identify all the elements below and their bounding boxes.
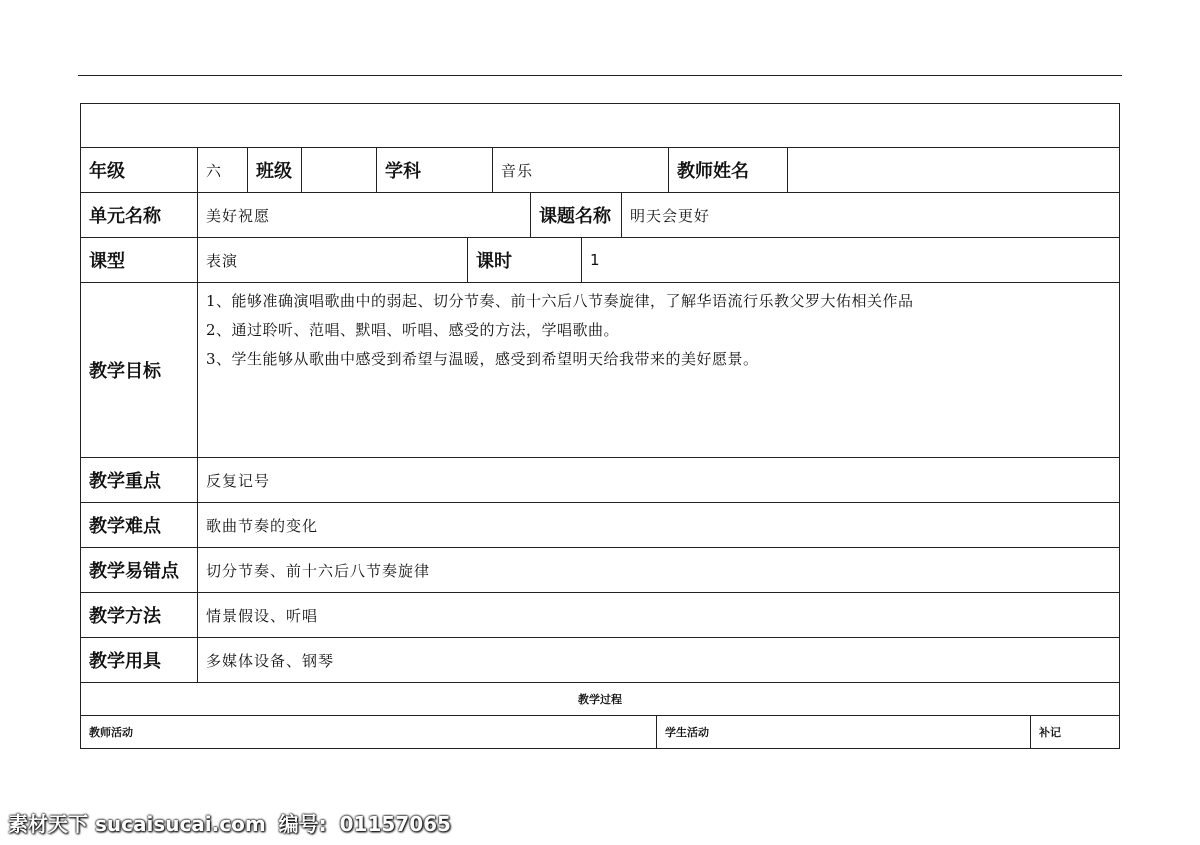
student-activity-label: 学生活动 (657, 716, 1031, 748)
subject-value: 音乐 (493, 148, 669, 192)
difficult-value: 歌曲节奏的变化 (206, 516, 319, 535)
method-label: 教学方法 (81, 593, 198, 637)
goals-label: 教学目标 (81, 283, 198, 457)
tools-value: 多媒体设备、钢琴 (206, 651, 335, 670)
unit-value: 美好祝愿 (198, 193, 531, 237)
watermark-id-value: 01157065 (339, 812, 451, 836)
goals-row (80, 283, 1120, 458)
subject-label: 学科 (377, 148, 493, 192)
unit-label: 单元名称 (81, 193, 198, 237)
difficult-label: 教学难点 (81, 503, 198, 547)
goal-item: 1、能够准确演唱歌曲中的弱起、切分节奏、前十六后八节奏旋律，了解华语流行乐教父罗大佑相关作品 (206, 292, 914, 310)
type-value: 表演 (198, 238, 468, 282)
type-label: 课型 (81, 238, 198, 282)
teacher-label: 教师姓名 (669, 148, 788, 192)
watermark (8, 808, 457, 837)
grade-label: 年级 (81, 148, 198, 192)
header-rule (78, 75, 1122, 76)
tools-label: 教学用具 (81, 638, 198, 682)
teacher-value (788, 148, 1119, 192)
type-row (80, 238, 1120, 283)
blank-header-row (80, 103, 1120, 148)
hours-value: 1 (590, 251, 600, 269)
class-label: 班级 (248, 148, 302, 192)
grade-row (80, 148, 1120, 193)
error-label: 教学易错点 (81, 548, 198, 592)
lesson-plan-table (80, 103, 1120, 749)
key-label: 教学重点 (81, 458, 198, 502)
watermark-id-label: 编号: (278, 812, 327, 836)
key-value: 反复记号 (206, 471, 271, 490)
key-row (80, 458, 1120, 503)
watermark-site: 素材天下 sucaisucai.com (8, 812, 266, 836)
topic-value: 明天会更好 (630, 206, 711, 225)
error-row (80, 548, 1120, 593)
difficult-row (80, 503, 1120, 548)
unit-row (80, 193, 1120, 238)
error-value: 切分节奏、前十六后八节奏旋律 (206, 561, 431, 580)
goal-item: 3、学生能够从歌曲中感受到希望与温暖，感受到希望明天给我带来的美好愿景。 (206, 350, 759, 368)
grade-value: 六 (198, 148, 248, 192)
goal-item: 2、通过聆听、范唱、默唱、听唱、感受的方法，学唱歌曲。 (206, 321, 620, 339)
activity-header-row (80, 716, 1120, 749)
process-label: 教学过程 (578, 693, 622, 706)
notes-label: 补记 (1039, 726, 1061, 739)
hours-label: 课时 (468, 238, 582, 282)
method-value: 情景假设、听唱 (206, 606, 319, 625)
class-value (302, 148, 377, 192)
goals-list (198, 283, 1119, 457)
method-row (80, 593, 1120, 638)
process-row (80, 683, 1120, 716)
tools-row (80, 638, 1120, 683)
topic-label: 课题名称 (531, 193, 622, 237)
teacher-activity-label: 教师活动 (81, 716, 657, 748)
